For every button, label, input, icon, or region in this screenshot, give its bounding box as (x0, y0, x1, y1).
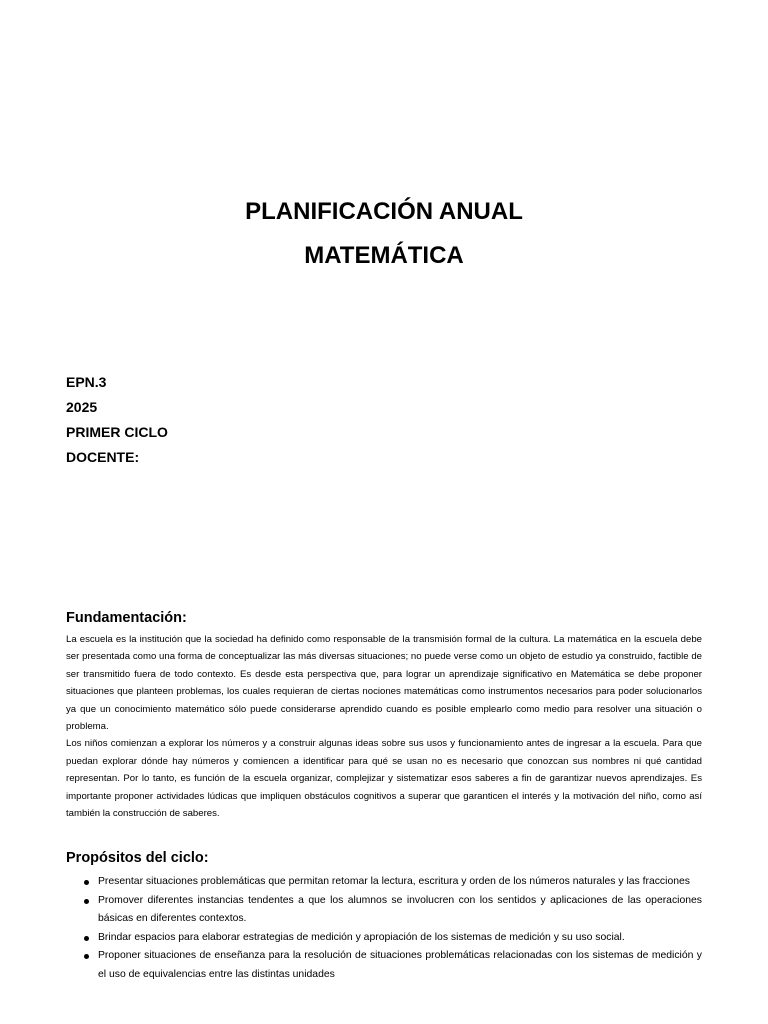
propositos-list (66, 873, 702, 985)
list-item (66, 873, 702, 892)
fundamentacion-paragraph-1: La escuela es la institución que la sociedad ha definido como responsable de la transmisión formal de la cultura. La matemática en la escuela debe ser presentada como una forma de conceptualizar las más diversas situaciones; no puede verse como un objeto de estudio ya construido, factible de ser transmitido fuera de todo contexto. Es desde esta perspectiva que, para lograr un aprendizaje significativo en Matemática se debe proponer situaciones que planteen problemas, los cuales requieran de ciertas nociones matemáticas como instrumentos necesarios para poder solucionarlos ya que un conocimiento matemático sólo puede considerarse aprendido cuando es posible emplearlo como medio para resolver una situación o problema. (66, 634, 702, 733)
document-title: PLANIFICACIÓN ANUAL (245, 198, 523, 225)
list-item-text: Proponer situaciones de enseñanza para la resolución de situaciones problemáticas relacionadas con los sistemas de medición y el uso de equivalencias entre las distintas unidades (98, 950, 702, 980)
list-item (66, 929, 702, 948)
list-item-text: Promover diferentes instancias tendentes a que los alumnos se involucren con los sentidos y aplicaciones de las operaciones básicas en diferentes contextos. (98, 894, 702, 925)
list-item-text: Presentar situaciones problemáticas que permitan retomar la lectura, escritura y orden de los números naturales y las fracciones (98, 876, 690, 887)
fundamentacion-body (66, 631, 702, 822)
list-item (66, 892, 702, 929)
teacher-label: DOCENTE: (66, 449, 140, 465)
document-meta (66, 370, 168, 470)
bullet-icon (84, 936, 89, 941)
propositos-heading: Propósitos del ciclo: (66, 850, 209, 866)
bullet-icon (84, 954, 89, 959)
cycle-label: PRIMER CICLO (66, 424, 168, 440)
bullet-icon (84, 899, 89, 904)
year-label: 2025 (66, 399, 98, 415)
list-item (66, 947, 702, 984)
fundamentacion-paragraph-2: Los niños comienzan a explorar los números y a construir algunas ideas sobre sus usos y funcionamiento antes de ingresar a la escuela. Para que puedan explorar dónde hay números y comiencen a identificar para qué se usan no es necesario que conozcan sus nombres ni qué cantidad representan. Por lo tanto, es función de la escuela organizar, complejizar y sistematizar esos saberes a fin de garantizar nuevos aprendizajes. Es importante proponer actividades lúdicas que impliquen obstáculos cognitivos a superar que garanticen el interés y la motivación del niño, como así también la construcción de saberes. (66, 738, 702, 820)
school-label: EPN.3 (66, 374, 107, 390)
list-item-text: Brindar espacios para elaborar estrategias de medición y apropiación de los sistemas de medición y su uso social. (98, 931, 625, 943)
fundamentacion-heading: Fundamentación: (66, 610, 187, 626)
bullet-icon (84, 880, 89, 885)
document-subtitle: MATEMÁTICA (304, 242, 464, 269)
